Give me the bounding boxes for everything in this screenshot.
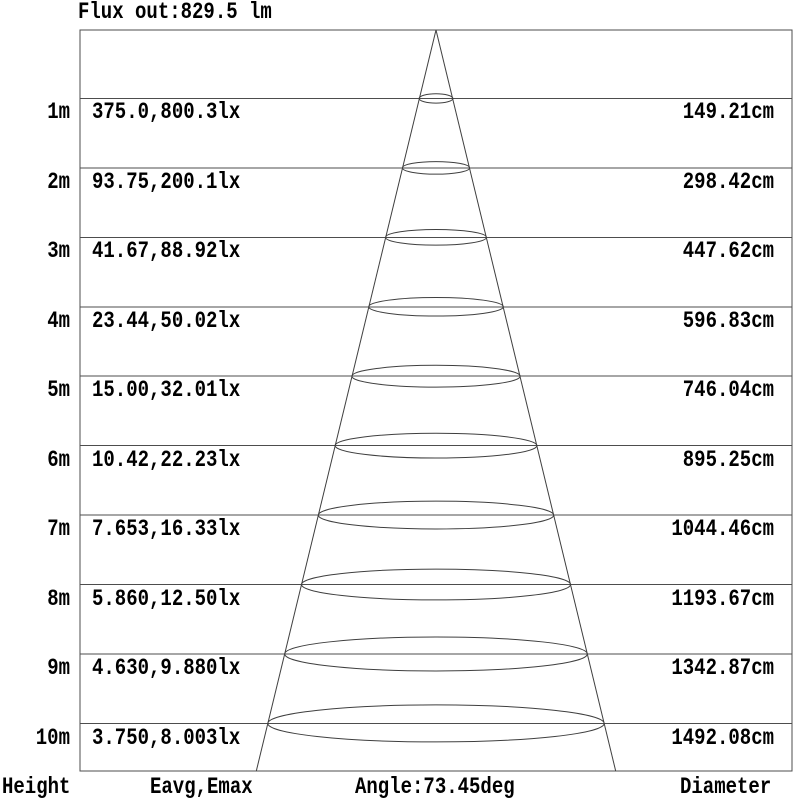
diameter-value: 746.04cm — [682, 376, 774, 404]
diameter-value: 447.62cm — [682, 237, 774, 265]
height-label: 6m — [47, 446, 70, 474]
eavg-emax-value: 7.653,16.33lx — [92, 515, 241, 543]
height-label: 10m — [35, 724, 70, 752]
diameter-value: 1044.46cm — [671, 515, 774, 543]
height-label: 4m — [47, 307, 70, 335]
eavg-emax-value: 5.860,12.50lx — [92, 585, 241, 613]
eavg-emax-value: 23.44,50.02lx — [92, 307, 241, 335]
eavg-emax-value: 3.750,8.003lx — [92, 724, 241, 752]
footer-beam-angle-label: Angle:73.45deg — [355, 773, 515, 801]
eavg-emax-value: 4.630,9.880lx — [92, 654, 241, 682]
diameter-value: 1342.87cm — [671, 654, 774, 682]
height-label: 1m — [47, 98, 70, 126]
footer-diameter-label: Diameter — [680, 773, 772, 801]
height-label: 8m — [47, 585, 70, 613]
flux-output-label: Flux out:829.5 lm — [78, 0, 272, 26]
footer-eavg-emax-label: Eavg,Emax — [150, 773, 253, 801]
diameter-value: 1492.08cm — [671, 724, 774, 752]
diameter-value: 895.25cm — [682, 446, 774, 474]
eavg-emax-value: 10.42,22.23lx — [92, 446, 241, 474]
height-label: 7m — [47, 515, 70, 543]
cone-edge-left — [256, 30, 436, 771]
height-label: 2m — [47, 168, 70, 196]
diameter-value: 1193.67cm — [671, 585, 774, 613]
diameter-value: 298.42cm — [682, 168, 774, 196]
height-label: 5m — [47, 376, 70, 404]
eavg-emax-value: 93.75,200.1lx — [92, 168, 241, 196]
footer-height-label: Height — [2, 773, 71, 801]
eavg-emax-value: 41.67,88.92lx — [92, 237, 241, 265]
height-label: 9m — [47, 654, 70, 682]
cone-edge-right — [436, 30, 616, 771]
eavg-emax-value: 15.00,32.01lx — [92, 376, 241, 404]
eavg-emax-value: 375.0,800.3lx — [92, 98, 241, 126]
height-label: 3m — [47, 237, 70, 265]
diameter-value: 596.83cm — [682, 307, 774, 335]
diameter-value: 149.21cm — [682, 98, 774, 126]
